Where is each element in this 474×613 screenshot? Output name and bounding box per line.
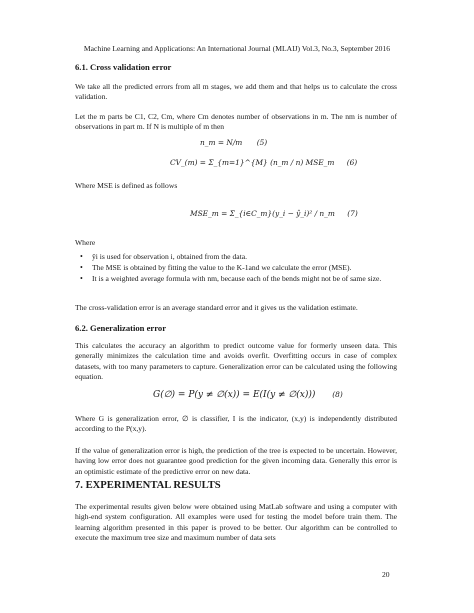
page-number: 20	[382, 570, 390, 579]
section-6-2-heading: 6.2. Generalization error	[75, 323, 167, 333]
equation-7	[190, 209, 358, 218]
eq8-number: (8)	[332, 390, 343, 399]
bullet-dot-icon: •	[80, 274, 83, 283]
equation-5	[200, 138, 267, 147]
running-header: Machine Learning and Applications: An International Journal (MLAIJ) Vol.3, No.3, September 2016	[83, 44, 391, 53]
where-line: Where	[75, 238, 96, 247]
bullet-item-2: The MSE is obtained by fitting the value to the K-1and we calculate the error (MSE).	[92, 263, 352, 272]
s7-paragraph-1: The experimental results given below were obtained using MatLab software and using a computer with high-end system configuration. All examples were used for testing the model before train them. The learning algorithm presented in this paper is proved to be better. Our algorithm can be controlled to execute the maximum tree size and maximum number of data sets	[75, 502, 397, 543]
equation-6	[170, 158, 357, 167]
bullet-dot-icon: •	[80, 252, 83, 261]
eq6-number: (6)	[346, 158, 358, 167]
equation-8	[153, 390, 343, 400]
eq6-text: CV_(m) = Σ_{m=1}^{M} (n_m / n) MSE_m	[170, 158, 335, 167]
eq7-number: (7)	[347, 209, 358, 218]
s62-paragraph-1: This calculates the accuracy an algorithm to predict outcome value for formerly unseen data. This generally minimizes the calculation time and avoids overfit. Overfitting occurs in case of complex datasets, with too many parameters to capture. Generalization error can be calculated using the following equation.	[75, 341, 397, 382]
section-6-1-heading: 6.1. Cross validation error	[75, 62, 172, 72]
eq8-text: G(∅) = P(y ≠ ∅(x)) = E(I(y ≠ ∅(x)))	[153, 390, 316, 400]
bullet-dot-icon: •	[80, 263, 83, 272]
bullet-item-3: It is a weighted average formula with nm, because each of the bends might not be of same size.	[92, 274, 382, 283]
eq7-text: MSE_m = Σ_{i∈C_m}(y_i − ŷ_i)² / n_m	[190, 209, 335, 218]
bullet-item-1: ŷi is used for observation i, obtained from the data.	[92, 252, 248, 261]
section-7-heading: 7. EXPERIMENTAL RESULTS	[75, 480, 221, 491]
s61-paragraph-2: Let the m parts be C1, C2, Cm, where Cm denotes number of observations in m. The nm is number of observations in part m. If N is multiple of m then	[75, 112, 397, 132]
where-mse-line: Where MSE is defined as follows	[75, 181, 178, 190]
s62-paragraph-3: If the value of generalization error is high, the prediction of the tree is expected to be uncertain. However, having low error does not guarantee good prediction for the given incoming data. Generally this error is an optimistic estimate of the predictive error on new data.	[75, 446, 397, 476]
s61-paragraph-3: The cross-validation error is an average standard error and it gives us the validation estimate.	[75, 303, 358, 312]
s61-paragraph-1	[75, 82, 397, 103]
eq5-number: (5)	[256, 138, 268, 147]
eq5-text: n_m = N/m	[200, 138, 243, 147]
s61-p1-text: We take all the predicted errors from all m stages, we add them and that helps us to calculate the cross validation.	[75, 82, 397, 102]
s62-paragraph-2: Where G is generalization error, ∅ is classifier, I is the indicator, (x,y) is independently distributed according to the P(x,y).	[75, 414, 397, 434]
